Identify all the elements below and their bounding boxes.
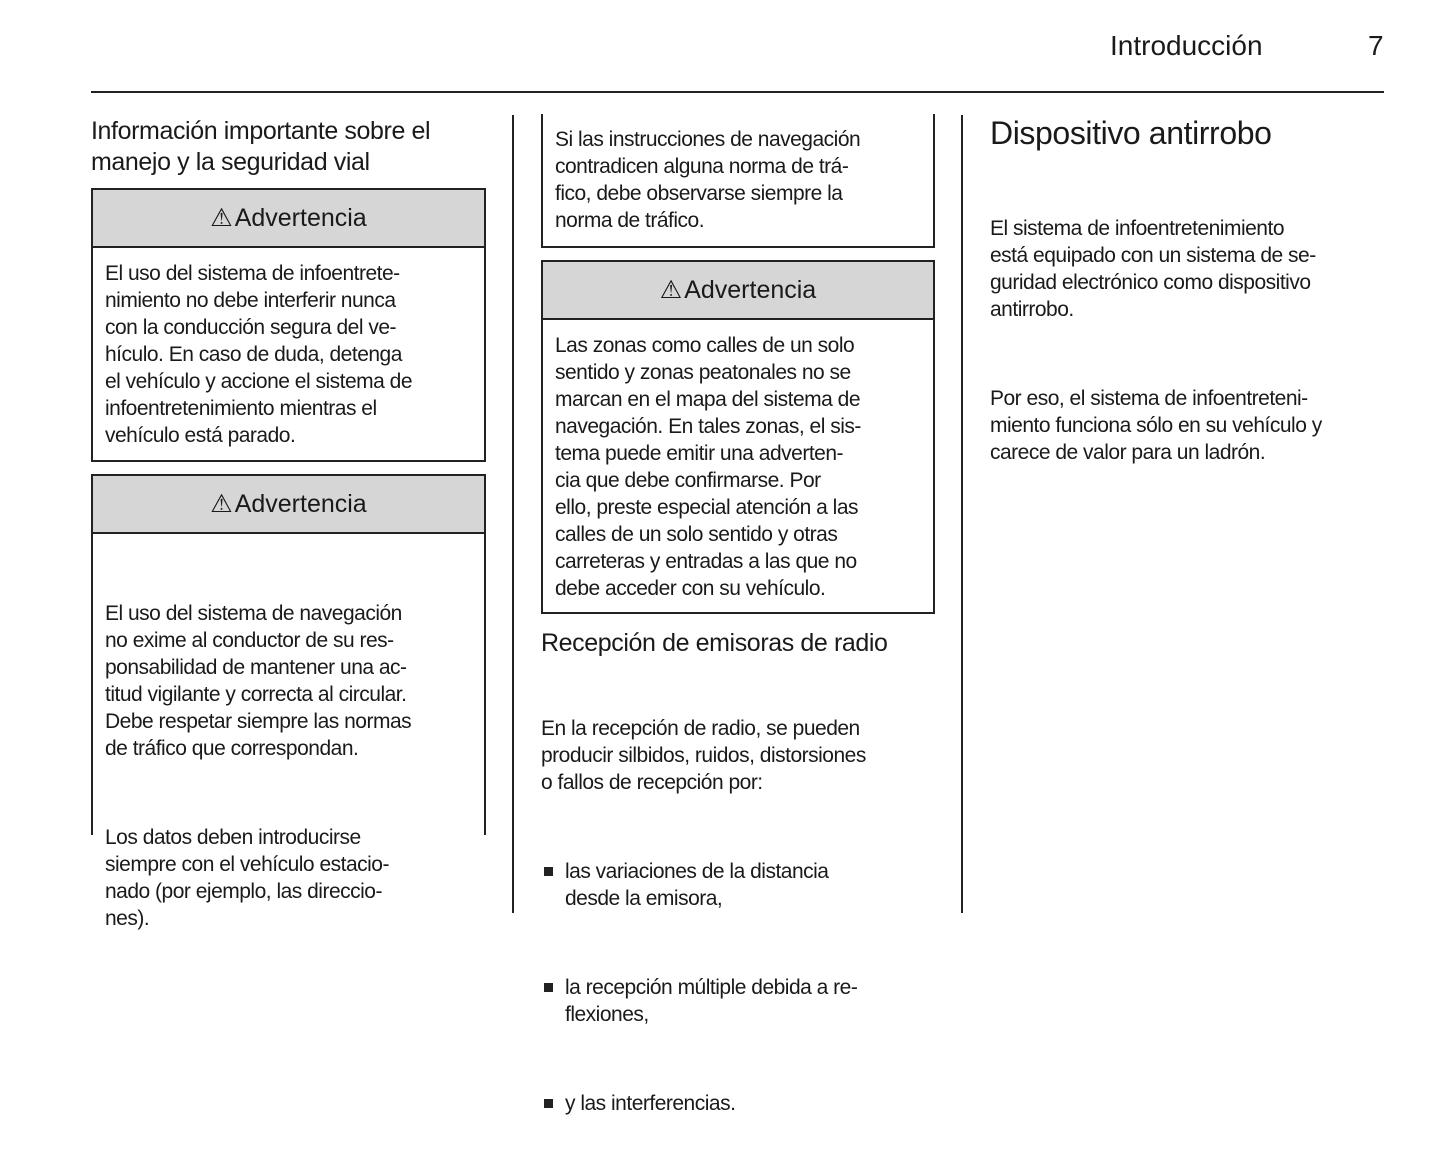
bullet-icon (544, 983, 553, 992)
warning-box (541, 260, 935, 614)
warning-title: Advertencia (684, 275, 817, 304)
list-item-text: y las interferencias. (565, 1092, 736, 1115)
list-item-text: las variaciones de la distancia desde la emisora, (565, 860, 829, 910)
list-item (541, 974, 941, 1028)
warning-header (93, 190, 484, 248)
paragraph: En la recepción de radio, se pueden producir silbidos, ruidos, distorsiones o fallos de recepción por: (541, 717, 866, 794)
header-rule (91, 91, 1384, 93)
warning-text: El uso del sistema de infoentrete- nimiento no debe interferir nunca con la conducción segura del ve- hículo. En caso de duda, detenga el vehículo y accione el sistema de infoentretenimiento mientras el vehículo está parado. (105, 262, 413, 447)
warning-title: Advertencia (234, 203, 367, 232)
warning-triangle-icon: ⚠ (210, 204, 233, 232)
section-heading: Información importante sobre el manejo y la seguridad vial (91, 117, 431, 176)
body-text-block (990, 161, 1390, 528)
column-divider (512, 115, 514, 913)
bullet-icon (544, 1099, 553, 1108)
warning-text: El uso del sistema de navegación no exime al conductor de su res- ponsabilidad de mantener una ac- titud vigilante y correcta al circular. Debe respetar siempre las normas de tráfico que correspondan. (105, 602, 412, 760)
section-title: Introducción (1110, 30, 1263, 61)
column-divider (961, 115, 963, 913)
warning-triangle-icon: ⚠ (210, 490, 233, 518)
section-heading: Dispositivo antirrobo (990, 115, 1272, 151)
warning-header (543, 262, 933, 320)
bullet-icon (544, 867, 553, 876)
warning-body (93, 534, 484, 994)
list-item (541, 858, 941, 912)
warning-text: Las zonas como calles de un solo sentido y zonas peatonales no se marcan en el mapa del sistema de navegación. En tales zonas, el sis- tema puede emitir una adverten- cia que debe confirmarse. Por ello, preste especial atención a las calles de un solo sentido y otras carreteras y entradas a las que no debe acceder con su vehículo. (555, 334, 861, 600)
warning-box-continued (541, 114, 935, 248)
section-heading: Recepción de emisoras de radio (541, 629, 888, 657)
page-number: 7 (1368, 30, 1384, 61)
paragraph: El sistema de infoentretenimiento está equipado con un sistema de se- guridad electrónico como dispositivo antirrobo. (990, 217, 1316, 321)
warning-title: Advertencia (234, 489, 367, 518)
list-item (541, 1090, 941, 1117)
warning-text: Si las instrucciones de navegación contradicen alguna norma de trá- fico, debe observarse siempre la norma de tráfico. (555, 128, 861, 232)
warning-header (93, 476, 484, 534)
list-item-text: la recepción múltiple debida a re- flexiones, (565, 976, 858, 1026)
body-text-block (541, 661, 941, 1171)
warning-box (91, 474, 486, 930)
warning-text: Los datos deben introducirse siempre con el vehículo estacio- nado (por ejemplo, las direccio- nes). (105, 826, 389, 930)
paragraph: Por eso, el sistema de infoentreteni- miento funciona sólo en su vehículo y carece de valor para un ladrón. (990, 387, 1322, 464)
warning-triangle-icon: ⚠ (659, 276, 683, 304)
warning-box (91, 188, 486, 462)
